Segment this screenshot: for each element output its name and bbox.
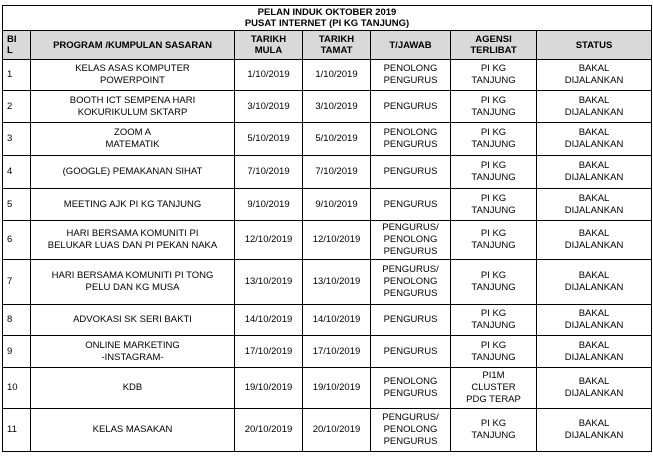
cell-program-text: (GOOGLE) PEMAKANAN SIHAT — [62, 166, 203, 177]
cell-agensi-text: PI1M — [482, 370, 505, 381]
cell-tarikh-tamat — [303, 189, 371, 221]
cell-bil — [3, 336, 31, 368]
cell-tjawab — [371, 260, 451, 305]
cell-program — [31, 409, 235, 452]
table-row — [3, 123, 652, 156]
cell-tjawab — [371, 409, 451, 452]
table-row — [3, 91, 652, 123]
cell-tarikh-mula — [235, 221, 303, 260]
cell-program-text: ONLINE MARKETING — [85, 339, 180, 351]
cell-agensi-text: TANJUNG — [471, 282, 516, 293]
cell-program — [31, 305, 235, 336]
cell-tarikh-mula — [235, 60, 303, 91]
cell-agensi-text: PI KG — [480, 160, 507, 171]
cell-agensi-text: TANJUNG — [471, 106, 516, 118]
cell-agensi-text: PI KG — [480, 228, 507, 239]
header-tjawab-line: T/JAWAB — [389, 39, 432, 51]
cell-bil-text: 10 — [7, 382, 18, 393]
cell-program — [31, 221, 235, 260]
cell-status-text: DIJALANKAN — [564, 139, 624, 150]
cell-agensi-text: TANJUNG — [471, 139, 516, 150]
cell-agensi-text: PI KG — [480, 270, 507, 281]
cell-tjawab-text: PENOLONG — [383, 376, 438, 387]
cell-tjawab-text: PENOLONG — [383, 234, 438, 245]
cell-status — [537, 336, 652, 368]
cell-tarikh-tamat-text: 5/10/2019 — [315, 133, 358, 144]
cell-status — [537, 60, 652, 91]
header-agensi — [451, 31, 537, 60]
cell-tarikh-tamat-text: 12/10/2019 — [312, 234, 361, 245]
cell-tjawab — [371, 305, 451, 336]
cell-bil-text: 8 — [7, 314, 13, 325]
cell-status — [537, 221, 652, 260]
cell-bil — [3, 123, 31, 156]
cell-status-text: DIJALANKAN — [564, 172, 624, 183]
cell-agensi-text: TANJUNG — [471, 75, 516, 86]
cell-status-text: BAKAL — [578, 376, 610, 387]
cell-bil — [3, 368, 31, 409]
cell-status-text: BAKAL — [578, 160, 610, 171]
cell-tarikh-mula — [235, 260, 303, 305]
cell-tarikh-tamat — [303, 221, 371, 260]
cell-tjawab-text: PENGURUS — [383, 75, 438, 86]
cell-program — [31, 189, 235, 221]
cell-bil-text: 7 — [7, 276, 13, 287]
cell-agensi — [451, 156, 537, 189]
cell-tarikh-mula-text: 14/10/2019 — [244, 314, 293, 325]
cell-tarikh-mula — [235, 91, 303, 123]
cell-program-text: KOKURIKULUM SKTARP — [77, 106, 188, 118]
cell-agensi-text: TANJUNG — [471, 204, 516, 216]
cell-tarikh-mula-text: 17/10/2019 — [244, 345, 293, 357]
table-row — [3, 60, 652, 91]
cell-status-text: DIJALANKAN — [564, 106, 624, 118]
cell-program-text: KELAS ASAS KOMPUTER — [75, 63, 190, 74]
cell-tarikh-mula — [235, 123, 303, 156]
cell-program — [31, 60, 235, 91]
cell-tjawab-text: PENGURUS — [383, 345, 438, 357]
cell-agensi — [451, 60, 537, 91]
header-mula-line: MULA — [254, 45, 283, 56]
cell-tarikh-mula-text: 13/10/2019 — [244, 276, 293, 287]
cell-program-text: -INSTAGRAM- — [101, 351, 164, 363]
cell-tjawab — [371, 189, 451, 221]
cell-tarikh-mula-text: 7/10/2019 — [247, 166, 290, 177]
cell-tarikh-mula — [235, 409, 303, 452]
cell-status-text: DIJALANKAN — [564, 282, 624, 293]
cell-program-text: KDB — [122, 382, 143, 393]
cell-tarikh-mula — [235, 336, 303, 368]
cell-status-text: DIJALANKAN — [564, 388, 624, 399]
cell-status-text: BAKAL — [578, 63, 610, 74]
master-plan-table — [2, 5, 652, 452]
cell-agensi-text: PI KG — [480, 127, 507, 138]
cell-status-text: DIJALANKAN — [564, 204, 624, 216]
cell-status-text: BAKAL — [578, 127, 610, 138]
cell-bil — [3, 189, 31, 221]
cell-bil-text: 11 — [7, 424, 17, 435]
header-status — [537, 31, 652, 60]
cell-status-text: DIJALANKAN — [564, 240, 624, 251]
cell-tjawab-text: PENOLONG — [383, 127, 438, 138]
cell-tjawab — [371, 368, 451, 409]
cell-tarikh-mula-text: 3/10/2019 — [247, 100, 290, 112]
cell-program-text: PELU DAN KG MUSA — [85, 282, 180, 293]
header-mula-line: TARIKH — [250, 34, 287, 45]
cell-agensi-text: TANJUNG — [471, 430, 516, 441]
cell-tarikh-tamat-text: 7/10/2019 — [315, 166, 358, 177]
cell-program-text: BELUKAR LUAS DAN PI PEKAN NAKA — [47, 240, 218, 251]
cell-bil — [3, 409, 31, 452]
cell-status — [537, 189, 652, 221]
cell-tjawab-text: PENGURUS — [383, 198, 438, 210]
cell-tjawab — [371, 91, 451, 123]
header-tjawab — [371, 31, 451, 60]
cell-tarikh-tamat — [303, 260, 371, 305]
cell-agensi-text: PI KG — [480, 339, 507, 351]
cell-tjawab-text: PENGURUS/ — [382, 264, 439, 275]
cell-tjawab-text: PENGURUS — [383, 388, 438, 399]
title-row — [3, 6, 652, 31]
cell-bil — [3, 221, 31, 260]
cell-bil-text: 1 — [7, 69, 13, 80]
cell-agensi — [451, 91, 537, 123]
cell-bil-text: 6 — [7, 234, 13, 245]
cell-program-text: MATEMATIK — [105, 139, 160, 150]
cell-tarikh-mula-text: 12/10/2019 — [244, 234, 293, 245]
cell-tarikh-mula-text: 1/10/2019 — [247, 69, 290, 80]
cell-program — [31, 156, 235, 189]
cell-tarikh-tamat — [303, 368, 371, 409]
cell-status — [537, 260, 652, 305]
header-bil-line: L — [7, 45, 13, 56]
cell-status-text: BAKAL — [578, 192, 610, 204]
header-status-line: STATUS — [575, 39, 613, 51]
cell-tarikh-tamat-text: 3/10/2019 — [315, 100, 358, 112]
table-row — [3, 221, 652, 260]
cell-tarikh-mula — [235, 368, 303, 409]
cell-bil — [3, 305, 31, 336]
title-line-1: PELAN INDUK OKTOBER 2019 — [257, 7, 397, 18]
cell-status-text: DIJALANKAN — [564, 430, 624, 441]
header-tamat-line: TAMAT — [320, 45, 353, 56]
cell-tarikh-mula-text: 9/10/2019 — [247, 198, 290, 210]
table-row — [3, 156, 652, 189]
header-tarikh-mula — [235, 31, 303, 60]
header-agensi-line: AGENSI — [475, 34, 512, 45]
cell-program-text: HARI BERSAMA KOMUNITI PI — [66, 228, 199, 239]
cell-tjawab-text: PENGURUS — [383, 436, 438, 447]
cell-agensi-text: PI KG — [480, 192, 507, 204]
cell-agensi — [451, 221, 537, 260]
header-bil-line: BI — [7, 34, 17, 45]
cell-agensi-text: PI KG — [480, 418, 507, 429]
cell-program — [31, 260, 235, 305]
cell-program — [31, 336, 235, 368]
cell-agensi — [451, 305, 537, 336]
cell-tjawab-text: PENGURUS — [383, 314, 438, 325]
cell-program — [31, 123, 235, 156]
cell-program-text: POWERPOINT — [100, 75, 165, 86]
cell-agensi-text: CLUSTER — [471, 382, 516, 393]
cell-tarikh-tamat — [303, 123, 371, 156]
cell-status — [537, 368, 652, 409]
header-program-line: PROGRAM /KUMPULAN SASARAN — [53, 39, 212, 51]
header-row — [3, 31, 652, 60]
cell-tarikh-tamat — [303, 305, 371, 336]
cell-tarikh-mula-text: 5/10/2019 — [247, 133, 290, 144]
table-row — [3, 305, 652, 336]
cell-tjawab-text: PENGURUS — [383, 139, 438, 150]
cell-tarikh-mula — [235, 189, 303, 221]
cell-tarikh-tamat — [303, 156, 371, 189]
cell-bil-text: 3 — [7, 133, 13, 144]
cell-program-text: ADVOKASI SK SERI BAKTI — [73, 314, 192, 325]
cell-agensi — [451, 368, 537, 409]
cell-tjawab-text: PENGURUS/ — [382, 412, 439, 423]
cell-tarikh-mula — [235, 156, 303, 189]
cell-agensi — [451, 409, 537, 452]
header-program — [31, 31, 235, 60]
cell-tjawab — [371, 123, 451, 156]
cell-tarikh-mula — [235, 305, 303, 336]
table-row — [3, 189, 652, 221]
cell-bil-text: 9 — [7, 345, 13, 357]
header-agensi-line: TERLIBAT — [470, 45, 517, 56]
cell-agensi — [451, 260, 537, 305]
cell-status-text: DIJALANKAN — [564, 351, 624, 363]
cell-agensi-text: PI KG — [480, 308, 507, 319]
cell-tjawab-text: PENOLONG — [383, 63, 438, 74]
cell-tarikh-mula-text: 19/10/2019 — [244, 382, 293, 393]
cell-tjawab-text: PENOLONG — [383, 276, 438, 287]
cell-bil — [3, 260, 31, 305]
cell-bil-text: 5 — [7, 198, 13, 210]
cell-tjawab — [371, 221, 451, 260]
header-tamat-line: TARIKH — [318, 34, 355, 45]
cell-tjawab-text: PENOLONG — [383, 424, 438, 435]
cell-tjawab-text: PENGURUS/ — [382, 222, 439, 233]
cell-agensi-text: TANJUNG — [471, 351, 516, 363]
cell-status-text: BAKAL — [578, 270, 610, 281]
cell-agensi — [451, 123, 537, 156]
cell-status-text: BAKAL — [578, 308, 610, 319]
cell-bil — [3, 60, 31, 91]
cell-tarikh-tamat-text: 19/10/2019 — [312, 382, 361, 393]
cell-tarikh-mula-text: 20/10/2019 — [244, 424, 293, 435]
cell-status — [537, 156, 652, 189]
cell-bil-text: 2 — [7, 100, 13, 112]
cell-bil — [3, 91, 31, 123]
cell-status-text: BAKAL — [578, 94, 610, 106]
cell-program-text: KELAS MASAKAN — [92, 424, 173, 435]
cell-status-text: DIJALANKAN — [564, 320, 624, 331]
table-row — [3, 409, 652, 452]
cell-status — [537, 409, 652, 452]
cell-status — [537, 91, 652, 123]
cell-agensi-text: TANJUNG — [471, 172, 516, 183]
cell-tarikh-tamat — [303, 336, 371, 368]
cell-tarikh-tamat-text: 17/10/2019 — [312, 345, 361, 357]
cell-tjawab-text: PENGURUS — [383, 100, 438, 112]
table-row — [3, 260, 652, 305]
cell-program-text: ZOOM A — [114, 127, 151, 138]
cell-agensi-text: TANJUNG — [471, 320, 516, 331]
cell-tjawab-text: PENGURUS — [383, 166, 438, 177]
cell-agensi — [451, 336, 537, 368]
cell-program — [31, 368, 235, 409]
cell-status-text: BAKAL — [578, 418, 610, 429]
cell-tarikh-tamat-text: 20/10/2019 — [312, 424, 361, 435]
cell-tarikh-tamat-text: 9/10/2019 — [315, 198, 358, 210]
cell-status — [537, 123, 652, 156]
cell-tarikh-tamat-text: 13/10/2019 — [312, 276, 361, 287]
cell-status-text: BAKAL — [578, 228, 610, 239]
header-tarikh-tamat — [303, 31, 371, 60]
cell-tjawab — [371, 156, 451, 189]
cell-tarikh-tamat-text: 1/10/2019 — [315, 69, 358, 80]
cell-program-text: MEETING AJK PI KG TANJUNG — [63, 198, 202, 210]
cell-tjawab — [371, 336, 451, 368]
cell-program-text: HARI BERSAMA KOMUNITI PI TONG — [51, 270, 214, 281]
cell-program — [31, 91, 235, 123]
cell-status — [537, 305, 652, 336]
cell-tarikh-tamat — [303, 91, 371, 123]
table-title — [3, 6, 652, 31]
cell-agensi — [451, 189, 537, 221]
cell-status-text: BAKAL — [578, 339, 610, 351]
cell-tjawab-text: PENGURUS — [383, 246, 438, 257]
cell-agensi-text: PDG TERAP — [466, 394, 521, 405]
cell-agensi-text: PI KG — [480, 94, 507, 106]
cell-status-text: DIJALANKAN — [564, 75, 624, 86]
cell-agensi-text: PI KG — [480, 63, 507, 74]
cell-tarikh-tamat — [303, 60, 371, 91]
header-bil — [3, 31, 31, 60]
cell-tjawab — [371, 60, 451, 91]
title-line-2: PUSAT INTERNET (PI KG TANJUNG) — [244, 18, 410, 29]
cell-program-text: BOOTH ICT SEMPENA HARI — [69, 94, 196, 106]
cell-tarikh-tamat-text: 14/10/2019 — [312, 314, 361, 325]
cell-bil — [3, 156, 31, 189]
cell-bil-text: 4 — [7, 166, 13, 177]
cell-tjawab-text: PENGURUS — [383, 288, 438, 299]
cell-tarikh-tamat — [303, 409, 371, 452]
table-row — [3, 336, 652, 368]
cell-agensi-text: TANJUNG — [471, 240, 516, 251]
table-row — [3, 368, 652, 409]
